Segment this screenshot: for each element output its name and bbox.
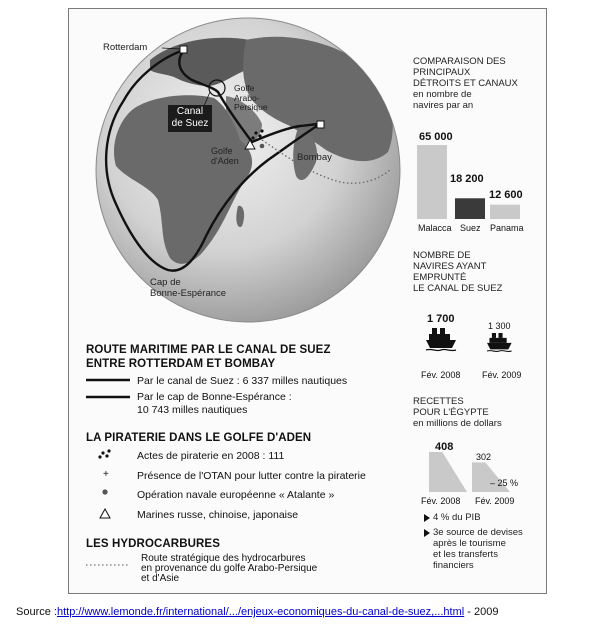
ships-title: NOMBRE DE NAVIRES AYANT EMPRUNTÉ LE CANAL DE SUEZ [413,250,503,294]
rotterdam-marker [180,46,187,53]
ships-date-2008: Fév. 2008 [421,370,461,380]
source-link[interactable]: http://www.lemonde.fr/international/.../enjeux-economiques-du-canal-de-suez,...html [56,606,465,618]
source-prefix: Source : [16,606,57,618]
ships-date-2009: Fév. 2009 [482,370,522,380]
ships-value-2008: 1 700 [427,313,455,325]
revenue-date-2009: Fév. 2009 [475,496,515,506]
legend-piracy-icon [101,451,104,454]
revenue-title: RECETTES POUR L'ÉGYPTE en millions de dollars [413,396,502,429]
value-suez: 18 200 [450,173,484,185]
value-malacca: 65 000 [419,131,453,143]
hydro-title: LES HYDROCARBURES [86,538,220,550]
revenue-change: – 25 % [490,478,519,488]
piracy-item-otan: Présence de l'OTAN pour lutter contre la piraterie [137,470,366,482]
legend-otan-icon: + [103,469,109,480]
bombay-marker [317,121,324,128]
ship-icon-2009 [487,333,512,352]
ship-icon-2008 [426,328,456,351]
route-item-cap-2: 10 743 milles nautiques [137,404,248,416]
label-bombay: Bombay [297,152,332,163]
cat-malacca: Malacca [418,223,452,233]
route-title-1: ROUTE MARITIME PAR LE CANAL DE SUEZ [86,344,331,356]
note-arrow [424,529,430,537]
note-arrow [424,514,430,522]
legend-marines-icon [100,509,110,518]
bar-panama [490,205,520,219]
legend-piracy-icon [107,449,110,452]
note-pib: 4 % du PIB [433,512,481,523]
label-golfe-aden: Golfe d'Aden [211,146,239,166]
bar-malacca [417,145,447,219]
source-suffix: - 2009 [464,606,499,618]
legend-piracy-icon [98,455,101,458]
piracy-title: LA PIRATERIE DANS LE GOLFE D'ADEN [86,432,312,444]
revenue-value-2009: 302 [476,452,492,462]
revenue-date-2008: Fév. 2008 [421,496,461,506]
atalante-dot [260,144,265,149]
piracy-item-marines: Marines russe, chinoise, japonaise [137,509,299,521]
piracy-dot [258,134,261,137]
note-devises: 3e source de devises après le tourisme et les transferts financiers [433,527,523,571]
label-rotterdam: Rotterdam [103,42,148,53]
legend-piracy-icon [105,454,108,457]
value-panama: 12 600 [489,189,523,201]
label-cap: Cap de Bonne-Espérance [150,277,227,299]
label-canal-suez: Canal de Suez [168,105,212,132]
revenue-shape-0 [429,452,467,492]
cat-panama: Panama [490,223,524,233]
piracy-item-acts: Actes de piraterie en 2008 : 111 [137,450,285,462]
bar-suez [455,198,485,219]
piracy-dot [260,129,263,132]
comparison-title: COMPARAISON DES PRINCIPAUX DÉTROITS ET CANAUX en nombre de navires par an [413,56,518,111]
piracy-dot [254,131,257,134]
revenue-value-2008: 408 [435,441,454,453]
piracy-item-atalante: Opération navale européenne « Atalante » [137,489,335,501]
piracy-dot [251,136,254,139]
source-line [16,606,498,618]
legend-atalante-icon [102,489,107,494]
cat-suez: Suez [460,223,481,233]
route-item-suez: Par le canal de Suez : 6 337 milles nautiques [137,375,348,387]
route-item-cap-1: Par le cap de Bonne-Espérance : [137,391,292,403]
label-golfe-arabo: Golfe Arabo- Persique [234,83,268,112]
ships-value-2009: 1 300 [488,321,511,331]
route-title-2: ENTRE ROTTERDAM ET BOMBAY [86,358,276,370]
hydro-text: Route stratégique des hydrocarbures en provenance du golfe Arabo-Persique et d'Asie [141,553,318,584]
